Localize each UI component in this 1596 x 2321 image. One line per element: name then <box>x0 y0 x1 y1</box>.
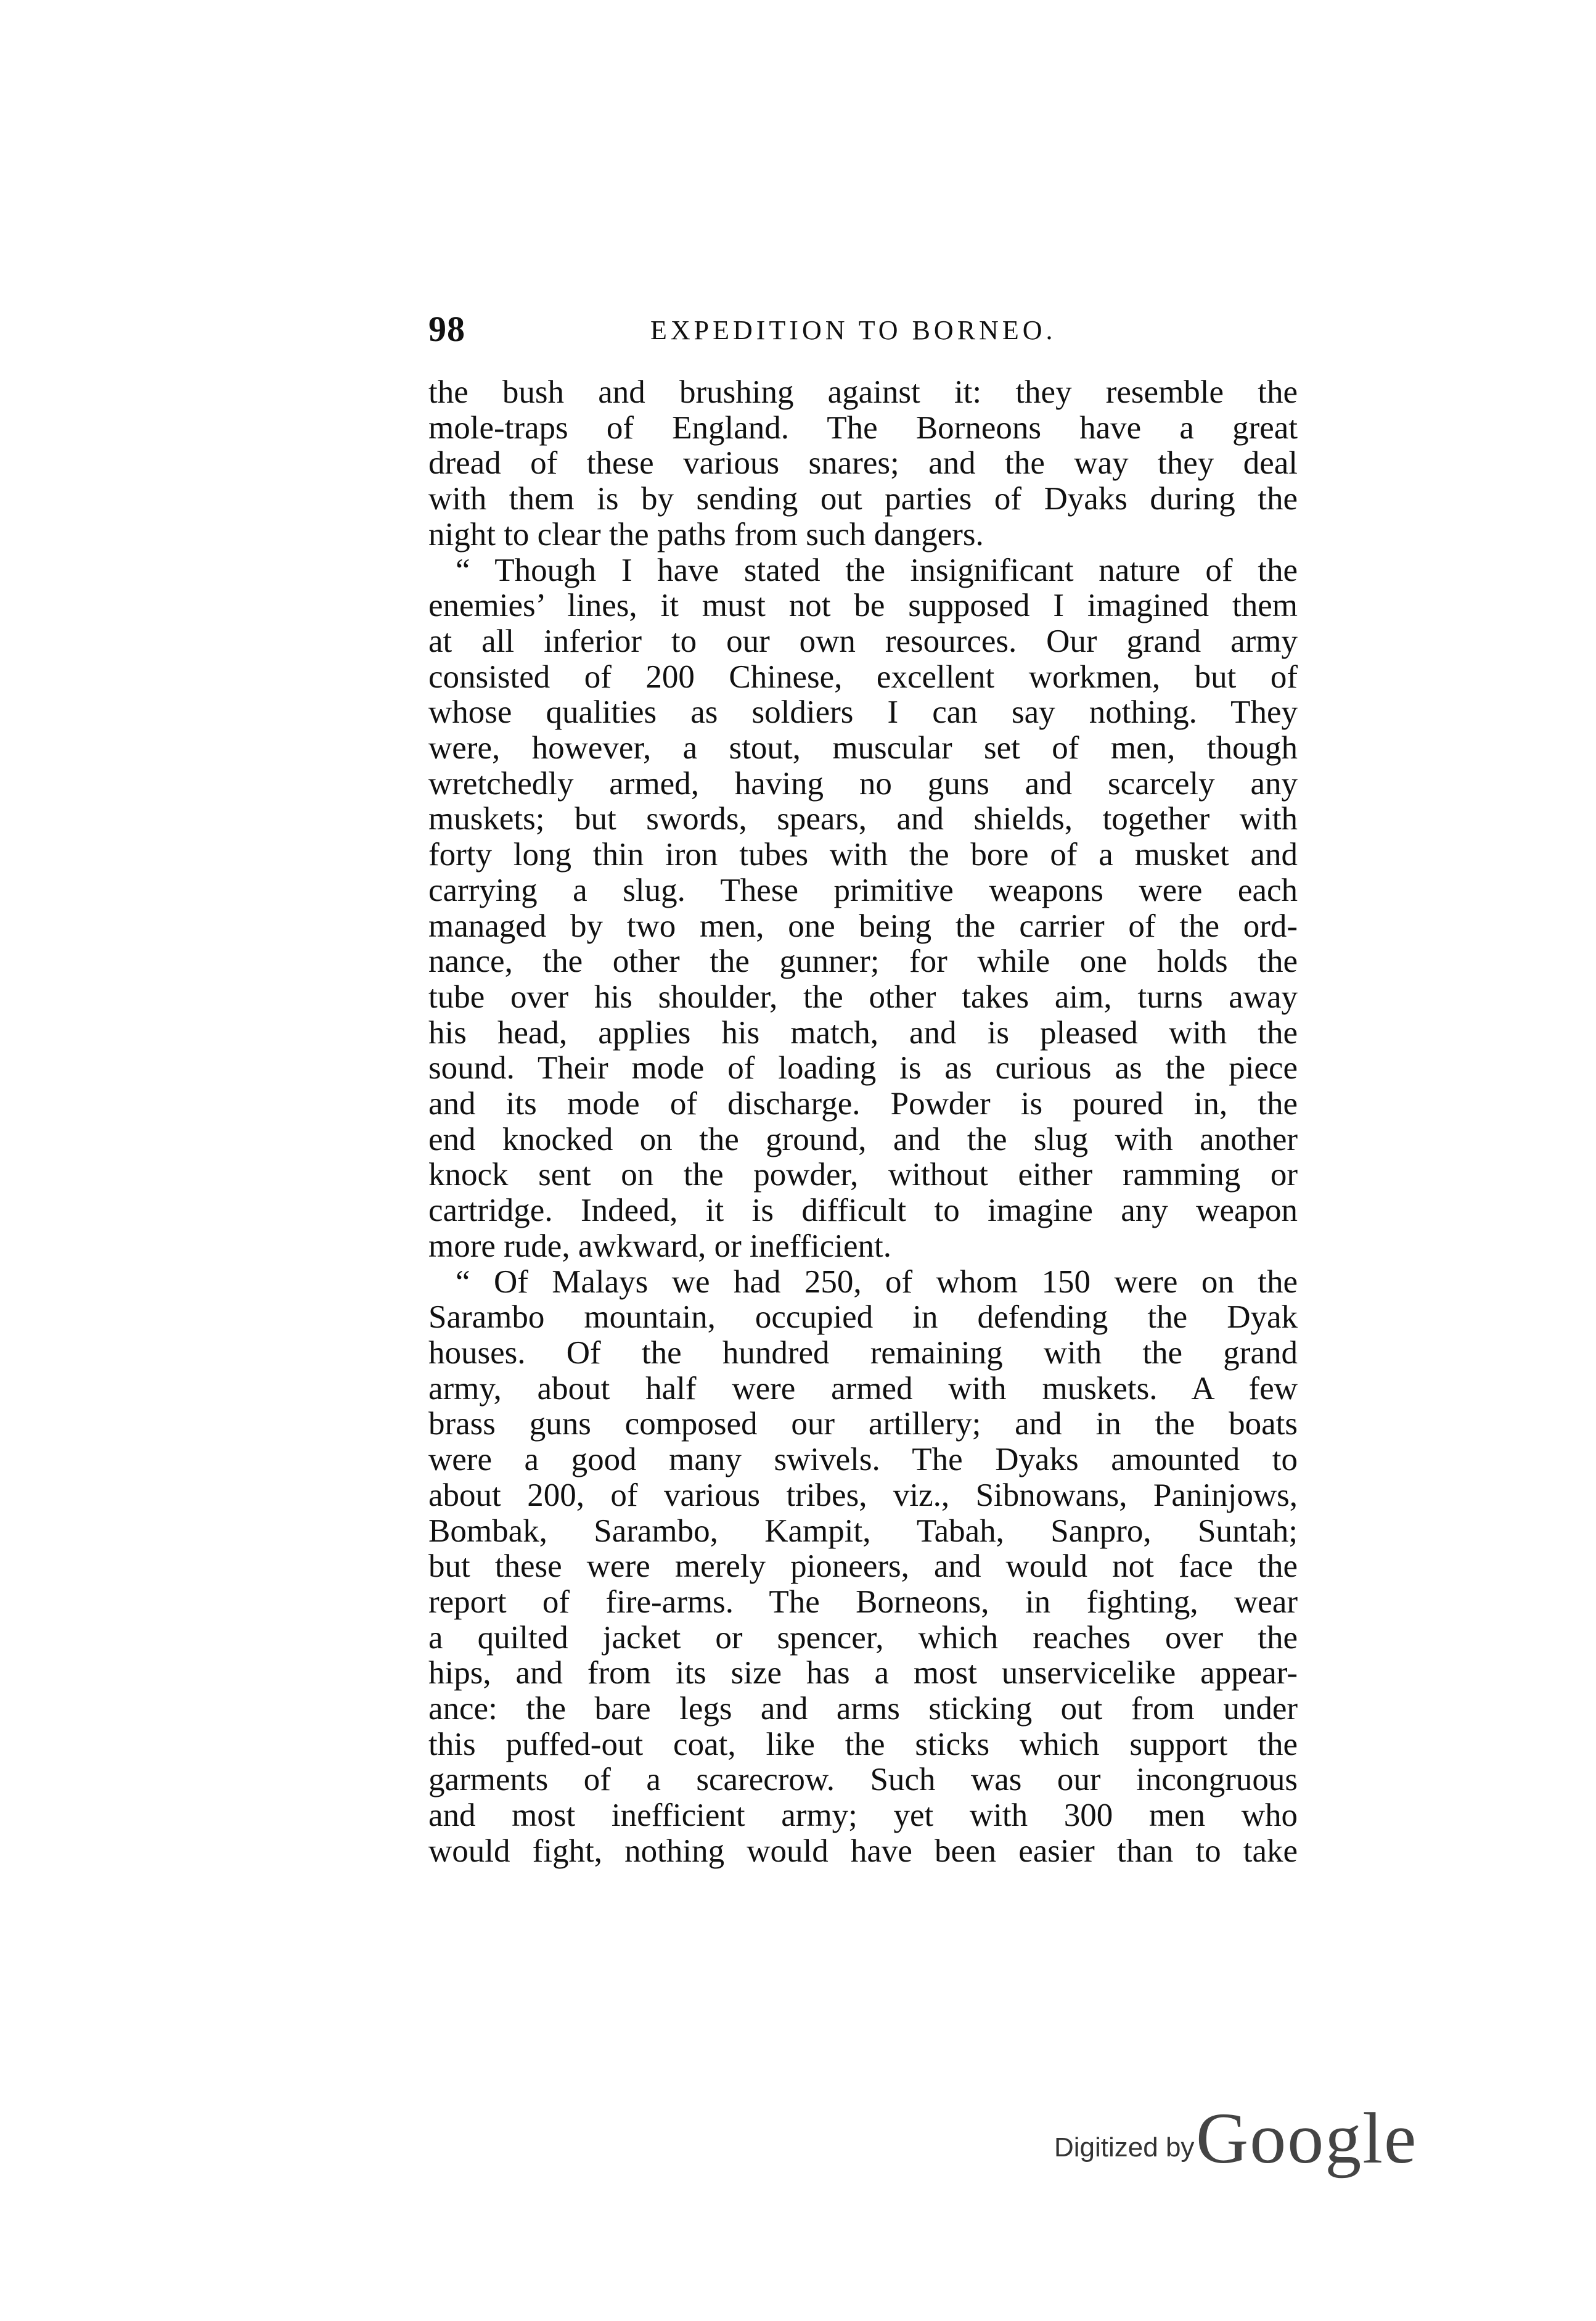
paragraph-start-line: “ Though I have stated the insignificant nature of the <box>456 552 1298 588</box>
text-line: would fight, nothing would have been easier than to take <box>428 1833 1298 1869</box>
text-line: with them is by sending out parties of Dyaks during the <box>428 481 1298 517</box>
text-line: houses. Of the hundred remaining with the grand <box>428 1334 1298 1371</box>
text-line: this puffed-out coat, like the sticks which support the <box>428 1726 1298 1762</box>
page-number: 98 <box>428 309 465 349</box>
text-line: garments of a scarecrow. Such was our incongruous <box>428 1762 1298 1798</box>
digitized-by-google-watermark <box>1054 2097 1418 2183</box>
text-line: brass guns composed our artillery; and in the boats <box>428 1406 1298 1442</box>
text-line: forty long thin iron tubes with the bore of a musket and <box>428 837 1298 873</box>
text-line: Sarambo mountain, occupied in defending the Dyak <box>428 1299 1298 1336</box>
text-line: but these were merely pioneers, and would not face the <box>428 1548 1298 1585</box>
text-line: a quilted jacket or spencer, which reaches over the <box>428 1619 1298 1656</box>
text-line: nance, the other the gunner; for while one holds the <box>428 943 1298 980</box>
google-logo: Google <box>1196 2098 1418 2179</box>
running-title: EXPEDITION TO BORNEO. <box>650 315 1057 345</box>
text-line: and most inefficient army; yet with 300 men who <box>428 1797 1298 1834</box>
text-line: ance: the bare legs and arms sticking out from under <box>428 1691 1298 1727</box>
text-line: muskets; but swords, spears, and shields, together with <box>428 801 1298 837</box>
text-line: his head, applies his match, and is pleased with the <box>428 1014 1298 1051</box>
page-header <box>428 308 1310 358</box>
text-line: whose qualities as soldiers I can say nothing. They <box>428 694 1298 731</box>
paragraph-start-line: “ Of Malays we had 250, of whom 150 were on the <box>456 1263 1298 1300</box>
text-line: the bush and brushing against it: they resemble the <box>428 374 1298 410</box>
text-line: army, about half were armed with muskets. A few <box>428 1370 1298 1407</box>
text-line: report of fire-arms. The Borneons, in fighting, wear <box>428 1584 1298 1620</box>
text-line: managed by two men, one being the carrier of the ord- <box>428 908 1298 944</box>
text-line: tube over his shoulder, the other takes aim, turns away <box>428 979 1298 1015</box>
text-line: wretchedly armed, having no guns and scarcely any <box>428 765 1298 802</box>
text-line: were, however, a stout, muscular set of men, though <box>428 730 1298 766</box>
text-line: carrying a slug. These primitive weapons were each <box>428 872 1298 908</box>
text-line: about 200, of various tribes, viz., Sibnowans, Paninjows, <box>428 1477 1298 1513</box>
text-line: mole-traps of England. The Borneons have a great <box>428 409 1298 446</box>
text-line: dread of these various snares; and the way they deal <box>428 445 1298 482</box>
text-line: and its mode of discharge. Powder is poured in, the <box>428 1086 1298 1122</box>
text-line: night to clear the paths from such dangers. <box>428 516 984 553</box>
text-line: hips, and from its size has a most unservicelike appear- <box>428 1655 1298 1691</box>
text-line: at all inferior to our own resources. Our grand army <box>428 623 1298 659</box>
text-line: end knocked on the ground, and the slug with another <box>428 1121 1298 1157</box>
watermark-prefix: Digitized by <box>1054 2132 1195 2163</box>
text-line: enemies’ lines, it must not be supposed I imagined them <box>428 588 1298 624</box>
text-line: Bombak, Sarambo, Kampit, Tabah, Sanpro, Suntah; <box>428 1513 1298 1549</box>
text-line: consisted of 200 Chinese, excellent workmen, but of <box>428 659 1298 695</box>
text-line: sound. Their mode of loading is as curious as the piece <box>428 1050 1298 1087</box>
text-line: were a good many swivels. The Dyaks amounted to <box>428 1442 1298 1478</box>
text-line: cartridge. Indeed, it is difficult to imagine any weapon <box>428 1193 1298 1229</box>
text-line: knock sent on the powder, without either ramming or <box>428 1157 1298 1193</box>
body-text <box>428 375 1298 1870</box>
text-line: more rude, awkward, or inefficient. <box>428 1228 892 1264</box>
